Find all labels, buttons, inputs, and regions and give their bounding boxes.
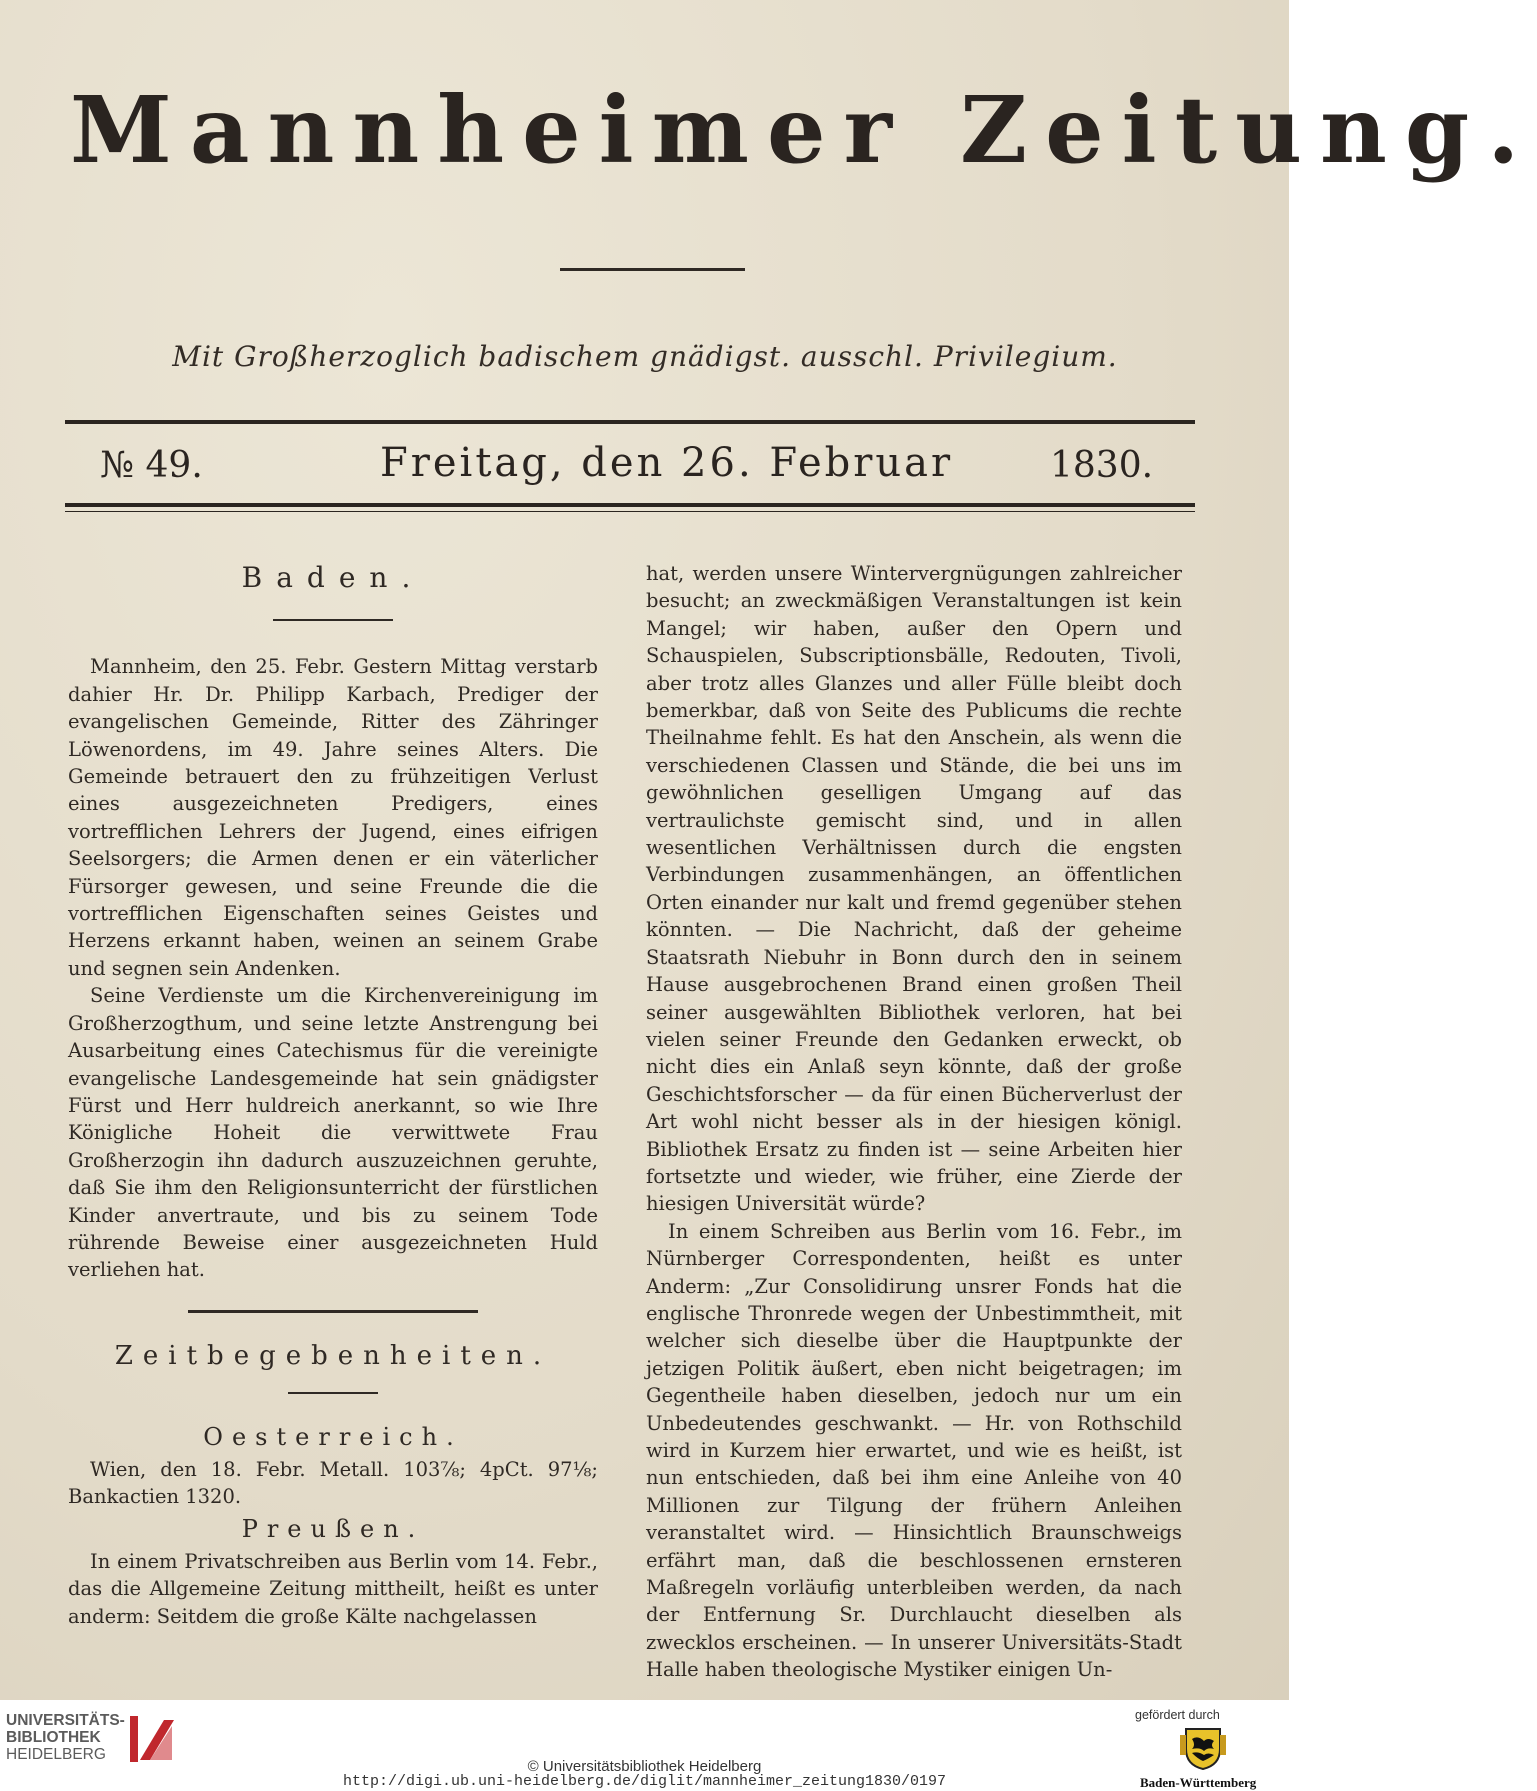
- copyright-notice: © Universitätsbibliothek Heidelberg: [527, 1758, 762, 1775]
- baden-wuerttemberg-crest-icon: [1178, 1725, 1228, 1771]
- library-name-line: BIBLIOTHEK: [6, 1729, 101, 1746]
- permalink-url[interactable]: http://digi.ub.uni-heidelberg.de/diglit/mannheimer_zeitung1830/0197: [342, 1773, 947, 1790]
- masthead-rule: [560, 268, 745, 271]
- funded-by-label: gefördert durch: [1135, 1708, 1220, 1722]
- divider: [188, 1310, 478, 1313]
- masthead-title: Mannheimer Zeitung.: [70, 76, 1537, 184]
- divider: [273, 619, 393, 621]
- article-berlin-continued: hat, werden unsere Wintervergnügungen zahlreicher besucht; an zweckmäßigen Veranstaltungen ist kein Mangel; wir haben, außer den Opern und Schauspielen, Subscriptionsbälle, Redouten, Tivoli, aber trotz alles Glanzes und aller Fülle bleibt doch bemerkbar, daß von Seite des Publicums die rechte Theilnahme fehlt. Es hat den Anschein, als wenn die verschiedenen Classen und Stände, die bei uns im gewöhnlichen geselligen Umgang auf das vertraulichste gemischt sind, und in allen wesentlichen Verhältnissen durch die engsten Verbindungen zusammenhängen, an öffentlichen Orten einander nur kalt und fremd gegenüber stehen könnten. — Die Nachricht, daß der geheime Staatsrath Niebuhr in Bonn durch den in seinem Hause ausgebrochenen Brand einen großen Theil seiner ausgewählten Bibliothek verloren, hat bei vielen seiner Freunde den Gedanken erweckt, ob nicht dies ein Anlaß seyn könnte, daß der große Geschichtsforscher — da für einen Bücherverlust der Art wohl nicht besser als in der hiesigen königl. Bibliothek Ersatz zu finden ist — seine Arbeiten hier fortsetzte und wieder, wie früher, eine Zierde der hiesigen Universität würde?: [646, 562, 1182, 1216]
- left-column: [68, 548, 598, 1630]
- heading-oesterreich: Oesterreich.: [203, 1423, 463, 1452]
- library-name[interactable]: [6, 1712, 125, 1763]
- issue-rule-bottom-thin: [65, 511, 1195, 512]
- issue-rule-bottom: [65, 503, 1195, 507]
- issue-date: Freitag, den 26. Februar: [380, 440, 954, 486]
- article-mannheim: Mannheim, den 25. Febr. Gestern Mittag verstarb dahier Hr. Dr. Philipp Karbach, Prediger der evangelischen Gemeinde, Ritter des Zähringer Löwenordens, im 49. Jahre seines Alters. Die Gemeinde betrauert den zu frühzeitigen Verlust eines ausgezeichneten Predigers, eines vortrefflichen Lehrers der Jugend, eines eifrigen Seelsorgers; die Armen denen er ein väterlicher Fürsorger gewesen, und seine Freunde die die vortrefflichen Eigenschaften seines Geistes und Herzens erkannt haben, weinen an seinem Grabe und segnen sein Andenken.: [68, 655, 598, 980]
- divider: [288, 1392, 378, 1394]
- issue-year: 1830.: [1050, 445, 1154, 486]
- article-berlin-16: In einem Schreiben aus Berlin vom 16. Febr., im Nürnberger Correspondenten, heißt es unter Anderm: „Zur Consolidirung unsrer Fonds hat die englische Thronrede wegen der Unbestimmtheit, mit welcher sich dieselbe über die Hauptpunkte der jetzigen Politik äußert, eben nicht beigetragen; im Gegentheile haben dieselben, jedoch nur um ein Unbedeutendes geschwankt. — Hr. von Rothschild wird in Kurzem hier erwartet, und wie es heißt, ist nun entschieden, daß bei ihm eine Anleihe von 40 Millionen zur Tilgung der frühern Anleihen veranstaltet wird. — Hinsichtlich Braunschweigs erfährt man, daß die beschlossenen ernsteren Maßregeln vorläufig unterbleiben werden, da nach der Entfernung Sr. Durchlaucht dieselben als zwecklos erscheinen. — In unserer Universitäts-Stadt Halle haben theologische Mystiker einigen Un-: [646, 1219, 1182, 1682]
- heading-zeitbegebenheiten: Zeitbegebenheiten.: [114, 1340, 552, 1371]
- privilege-line: Mit Großherzoglich badischem gnädigst. ausschl. Privilegium.: [172, 340, 1118, 373]
- article-wien: Wien, den 18. Febr. Metall. 103⅞; 4pCt. 97⅛; Bankactien 1320.: [68, 1457, 598, 1508]
- issue-rule-top: [65, 420, 1195, 424]
- article-berlin-14: In einem Privatschreiben aus Berlin vom 14. Febr., das die Allgemeine Zeitung mittheilt, heißt es unter anderm: Seitdem die große Kälte nachgelassen: [68, 1549, 598, 1628]
- heading-baden: Baden.: [241, 561, 425, 594]
- library-name-line: UNIVERSITÄTS-: [6, 1712, 125, 1729]
- library-name-line: HEIDELBERG: [6, 1746, 106, 1763]
- issue-number: № 49.: [100, 445, 203, 486]
- article-mannheim-continued: Seine Verdienste um die Kirchenvereinigung im Großherzogthum, und seine letzte Anstrengung bei Ausarbeitung eines Catechismus für die vereinigte evangelische Landesgemeinde hat sein gnädigster Fürst und Herr huldreich anerkannt, so wie Ihre Königliche Hoheit die verwittwete Frau Großherzogin ihn dadurch auszuzeichnen geruhte, daß Sie ihm den Religionsunterricht der fürstlichen Kinder anvertraute, und bis zu seinem Tode rührende Beweise einer ausgezeichneten Huld verliehen hat.: [68, 984, 598, 1282]
- funder-name: Baden-Württemberg: [1140, 1775, 1257, 1790]
- heading-preussen: Preußen.: [241, 1515, 425, 1544]
- right-column: [646, 560, 1182, 1684]
